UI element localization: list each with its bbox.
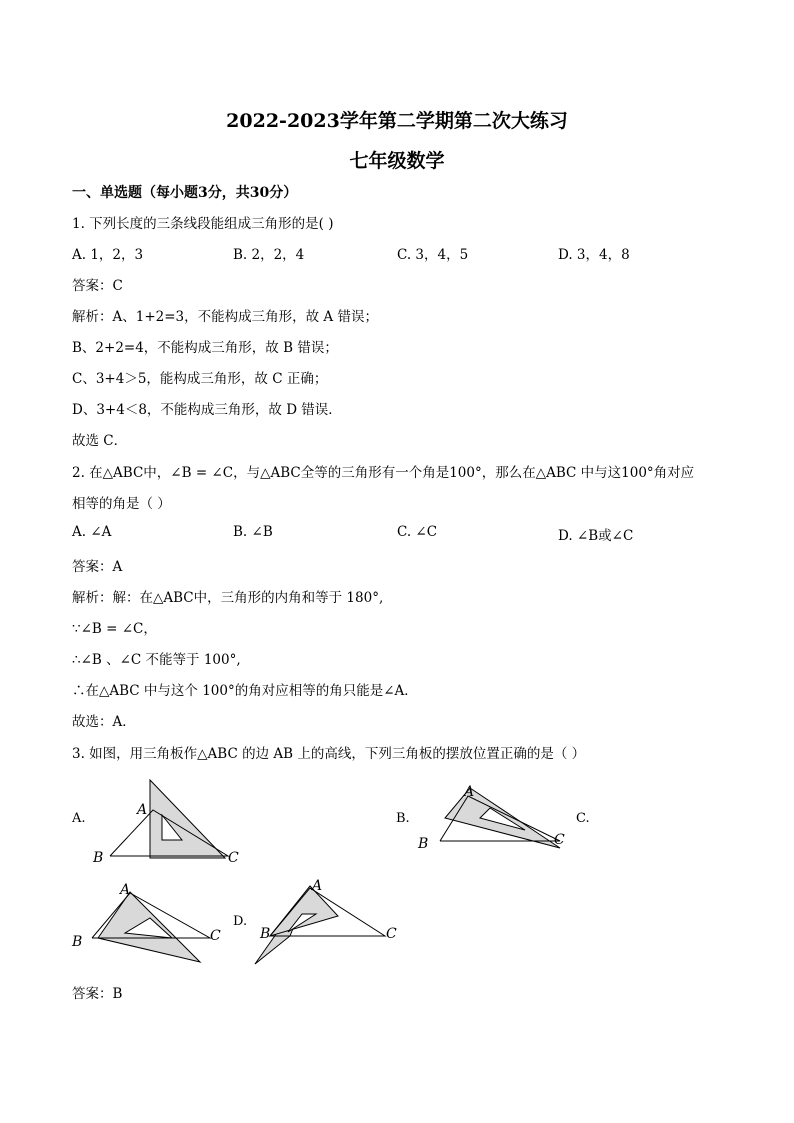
q1-option-d: D. 3，4，8 [558, 247, 630, 263]
vertex-b-label: B [72, 934, 83, 950]
vertex-c-label: C [210, 928, 221, 944]
vertex-a-label: A [312, 878, 323, 894]
q3-option-c-label: C. [576, 811, 590, 826]
q3-option-d-label: D. [233, 914, 248, 929]
vertex-a-label: A [137, 802, 148, 818]
q1-analysis-line-2: B、2+2=4，不能构成三角形，故 B 错误； [72, 340, 338, 356]
vertex-a-label: A [464, 784, 475, 800]
q1-option-b: B. 2，2，4 [233, 247, 305, 263]
vertex-c-label: C [554, 832, 565, 848]
q2-answer: 答案：A [72, 559, 123, 575]
vertex-b-label: B [260, 926, 271, 942]
q2-analysis-line-2: ∵∠B = ∠C， [72, 621, 157, 637]
q2-stem-line-1: 2. 在△ABC中，∠B = ∠C，与△ABC全等的三角形有一个角是100°，那么在△ABC 中与这100°角对应 [72, 465, 695, 481]
vertex-c-label: C [386, 926, 397, 942]
q2-option-b: B. ∠B [233, 524, 273, 540]
q2-option-a: A. ∠A [72, 524, 112, 540]
q3-figure-a [85, 770, 255, 870]
q1-option-c: C. 3，4，5 [397, 247, 469, 263]
q1-analysis-line-3: C、3+4＞5，能构成三角形，故 C 正确； [72, 371, 328, 387]
q1-answer: 答案：C [72, 278, 123, 294]
q2-analysis-line-5: 故选：A． [72, 714, 136, 730]
q3-option-a-label: A. [72, 811, 86, 826]
document-title: 2022-2023学年第二学期第二次大练习 [226, 110, 568, 132]
q2-analysis-line-1: 解析：解：在△ABC中，三角形的内角和等于 180°, [72, 590, 384, 606]
q3-stem: 3. 如图，用三角板作△ABC 的边 AB 上的高线，下列三角板的摆放位置正确的是（ ） [72, 746, 586, 762]
q2-option-d: D. ∠B或∠C [558, 528, 634, 544]
q2-analysis-line-4: ∴在△ABC 中与这个 100°的角对应相等的角只能是∠A． [72, 683, 418, 699]
vertex-a-label: A [120, 882, 131, 898]
q3-figure-c [70, 878, 235, 966]
q1-option-a: A. 1，2，3 [72, 247, 144, 263]
q2-option-c: C. ∠C [397, 524, 438, 540]
q1-analysis-line-5: 故选 C． [72, 433, 128, 449]
vertex-b-label: B [418, 836, 429, 852]
set-square-body [270, 886, 338, 936]
q2-stem-line-2: 相等的角是（ ） [72, 496, 171, 512]
q1-analysis-line-4: D、3+4＜8，不能构成三角形，故 D 错误． [72, 402, 342, 418]
q1-analysis-line-1: 解析：A、1+2=3，不能构成三角形，故 A 错误； [72, 309, 378, 325]
q3-option-b-label: B. [396, 811, 410, 826]
q3-figure-b [410, 778, 580, 858]
q2-analysis-line-3: ∴∠B 、∠C 不能等于 100°, [72, 652, 241, 668]
vertex-b-label: B [93, 850, 104, 866]
set-square-outer [150, 780, 225, 858]
q3-answer: 答案：B [72, 986, 123, 1002]
section-heading: 一、单选题（每小题3分，共30分） [72, 185, 298, 201]
document-subtitle: 七年级数学 [349, 150, 445, 172]
q3-figure-d [250, 876, 410, 968]
q1-stem: 1. 下列长度的三条线段能组成三角形的是( ) [72, 216, 334, 232]
vertex-c-label: C [228, 850, 239, 866]
